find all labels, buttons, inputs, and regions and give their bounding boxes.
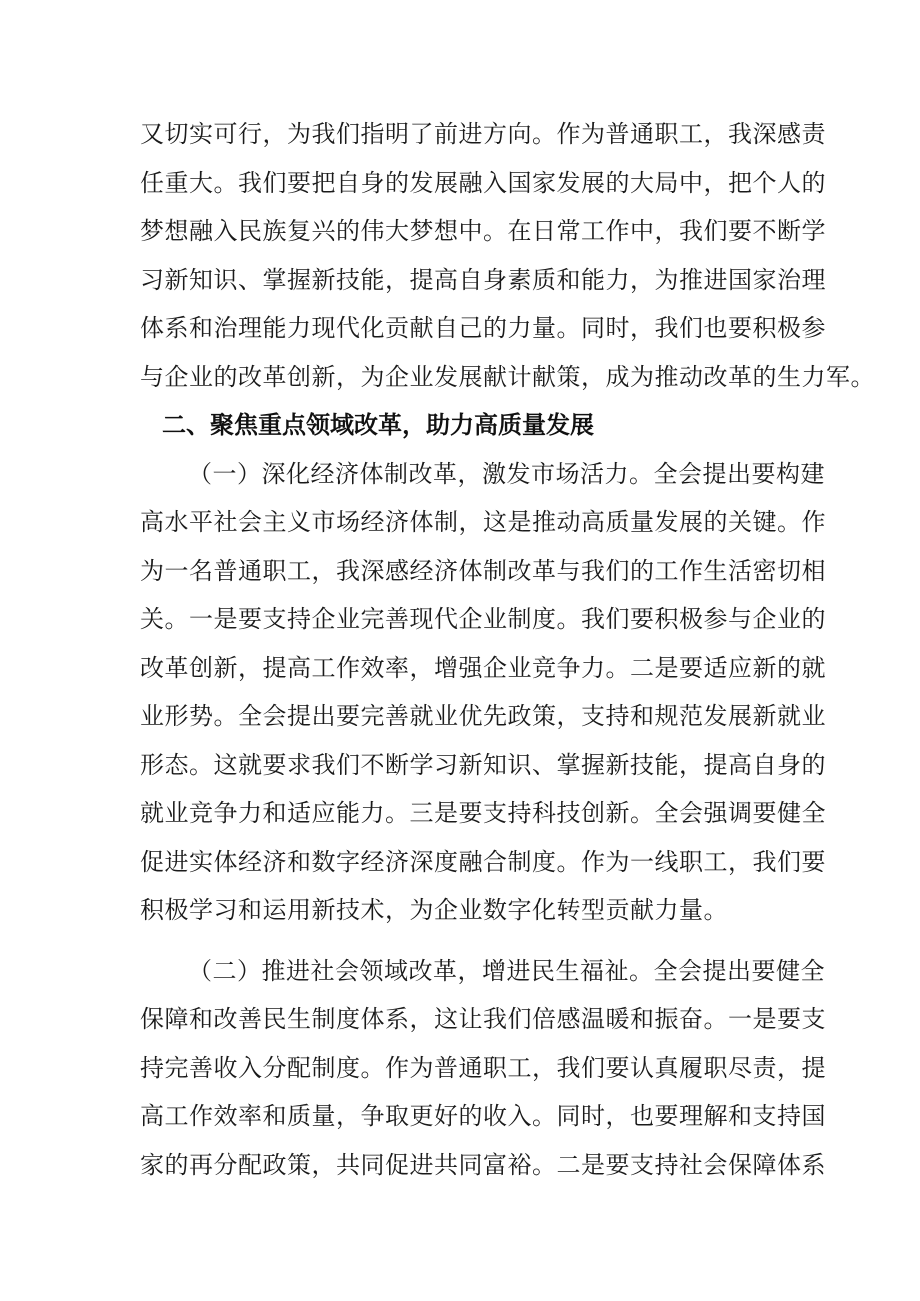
paragraph-line: 形态。这就要求我们不断学习新知识、掌握新技能，提高自身的 xyxy=(140,750,826,779)
paragraph-line: （一）深化经济体制改革，激发市场活力。全会提出要构建 xyxy=(188,459,825,488)
section-heading: 二、聚焦重点领域改革，助力高质量发展 xyxy=(162,411,594,439)
paragraph-line: （二）推进社会领域改革，增进民生福祉。全会提出要健全 xyxy=(188,956,825,985)
paragraph-line: 保障和改善民生制度体系，这让我们倍感温暖和振奋。一是要支 xyxy=(140,1005,826,1033)
paragraph-1 xyxy=(140,110,875,401)
paragraph-line: 体系和治理能力现代化贡献自己的力量。同时，我们也要积极参 xyxy=(140,314,826,342)
paragraph-line: 积极学习和运用新技术，为企业数字化转型贡献力量。 xyxy=(140,896,728,924)
paragraph-line: 高水平社会主义市场经济体制，这是推动高质量发展的关键。作 xyxy=(140,508,826,536)
paragraph-line: 业形势。全会提出要完善就业优先政策，支持和规范发展新就业 xyxy=(140,702,826,730)
paragraph-line: 持完善收入分配制度。作为普通职工，我们要认真履职尽责，提 xyxy=(140,1053,826,1082)
paragraph-line: 梦想融入民族复兴的伟大梦想中。在日常工作中，我们要不断学 xyxy=(140,217,826,245)
document-body xyxy=(140,110,875,1189)
paragraph-line: 为一名普通职工，我深感经济体制改革与我们的工作生活密切相 xyxy=(140,556,826,585)
paragraph-2 xyxy=(140,450,826,935)
paragraph-spacer xyxy=(140,935,790,947)
paragraph-line: 关。一是要支持企业完善现代企业制度。我们要积极参与企业的 xyxy=(140,605,826,633)
paragraph-line: 又切实可行，为我们指明了前进方向。作为普通职工，我深感责 xyxy=(140,120,826,148)
paragraph-3 xyxy=(140,947,826,1190)
paragraph-line: 家的再分配政策，共同促进共同富裕。二是要支持社会保障体系 xyxy=(140,1150,826,1179)
paragraph-line: 习新知识、掌握新技能，提高自身素质和能力，为推进国家治理 xyxy=(140,265,826,294)
paragraph-line: 任重大。我们要把自身的发展融入国家发展的大局中，把个人的 xyxy=(140,168,826,197)
paragraph-line: 与企业的改革创新，为企业发展献计献策，成为推动改革的生力军。 xyxy=(140,362,875,391)
paragraph-line: 改革创新，提高工作效率，增强企业竞争力。二是要适应新的就 xyxy=(140,653,826,682)
paragraph-line: 促进实体经济和数字经济深度融合制度。作为一线职工，我们要 xyxy=(140,847,826,876)
paragraph-line: 就业竞争力和适应能力。三是要支持科技创新。全会强调要健全 xyxy=(140,799,826,827)
paragraph-line: 高工作效率和质量，争取更好的收入。同时，也要理解和支持国 xyxy=(140,1102,826,1130)
